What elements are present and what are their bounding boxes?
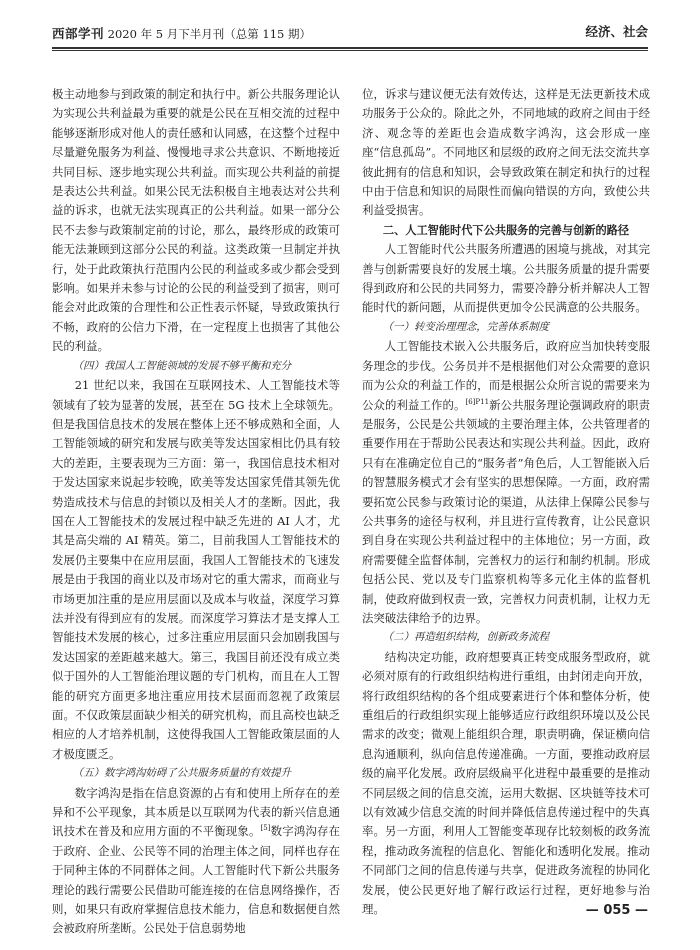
issue-info: 2020 年 5 月下半月刊（总第 115 期） [107, 27, 311, 41]
paragraph-text: 数字鸿沟存在于政府、企业、公民等不同的治理主体之间，同样也存在于同种主体的不同群体之间。人工智能时代下新公共服务理论的践行需要公民借助可能连接的在信息网络操作，否则，如果只有政府掌握信息技术能力，信息和数据便自然会被政府所垄断。公民处于信息弱势地 [52, 824, 340, 936]
paragraph: 结构决定功能，政府想要真正转变成服务型政府，就必须对原有的行政组织结构进行重组，由封闭走向开放，将行政组织结构的各个组成要素进行个体和整体分析，使重组后的行政组织实现上能够适应行政组织环境以及公民需求的改变；微观上能组织合理，职责明确，保证横向信息沟通顺利，纵向信息传递准确。一方面，要推动政府层级的扁平化发展。政府层级扁平化进程中最重要的是推动不同层级之间的信息交流，运用大数据、区块链等技术可以有效减少信息交流的时间并降低信息传递过程中的失真率。另一方面，利用人工智能变革现存比较刻板的政务流程，推动政务流程的信息化、智能化和透明化发展。推动不同部门之间的信息传递与共享，促进政务流程的协同化发展，使公民更好地了解行政运行过程，更好地参与治理。 [362, 649, 650, 917]
paragraph: 21 世纪以来，我国在互联网技术、人工智能技术等领域有了较为显著的发展，甚至在 5G 技术上全球领先。但是我国信息技术的发展在整体上还不够成熟和全面，人工智能领域的研究和发展与欧美等发达国家相比仍具有较大的差距，主要表现为三方面：第一，我国信息技术相对于发达国家来说起步较晚，欧美等发达国家凭借其领先优势造成技术与信息的封锁以及相关人才的垄断。因此，我国在人工智能技术的发展过程中缺乏先进的 AI 人才，尤其是高尖端的 AI 精英。第二，目前我国人工智能技术的发展仍主要集中在应用层面，我国人工智能技术的飞速发展是由于我国的商业以及市场对它的重大需求，而商业与市场更加注重的是应用层面以及成本与收益，深度学习算法并没有得到应有的发展。而深度学习算法才是支撑人工智能技术发展的核心，过多注重应用层面只会加剧我国与发达国家的差距越来越大。第三，我国目前还没有成立类似于国外的人工智能治理议题的专门机构，而且在人工智能的研究方面更多地注重应用技术层面而忽视了政策层面。不仅政策层面缺少相关的研究机构，而且高校也缺乏相应的人才培养机制，这使得我国人工智能政策层面的人才极度匮乏。 [52, 378, 340, 761]
paragraph-text: 新公共服务理论强调政府的职责是服务，公民是公共领域的主要治理主体，公共管理者的重要作用在于帮助公民表达和实现公共利益。因此，政府只有在准确定位自己的“服务者”角色后，人工智能嵌入后的智慧服务模式才会有坚实的思想保障。一方面，政府需要拓宽公民参与政策讨论的渠道，从法律上保障公民参与公共事务的途径与权利，并且进行宣传教育，让公民意识到自身在实现公共利益过程中的主体地位；另一方面，政府需要健全监督体制，完善权力的运行和制约机制。形成包括公民、党以及专门监察机构等多元化主体的监督机制，使政府做到权责一致，完善权力问责机制，让权力无法突破法律给予的边界。 [362, 397, 650, 625]
section-heading: 二、人工智能时代下公共服务的完善与创新的路径 [382, 223, 630, 237]
citation-ref: [6]P11 [465, 397, 490, 406]
citation-ref: [5] [260, 824, 271, 833]
paragraph [52, 784, 340, 939]
paragraph-text: 人工智能技术嵌入公共服务后，政府应当加快转变服务理念的步伐。公务员并不是根据他们对公众需要的意识而为公众的利益工作的，而是根据公众所言说的需要来为公众的利益工作的。 [362, 339, 650, 412]
subheading: （四）我国人工智能领域的发展不够平衡和充分 [72, 359, 291, 372]
left-column [52, 85, 340, 936]
paragraph [362, 337, 650, 628]
journal-title [52, 24, 311, 42]
subheading: （五）数字鸿沟妨碍了公共服务质量的有效提升 [72, 767, 291, 780]
paragraph: 极主动地参与到政策的制定和执行中。新公共服务理论认为实现公共利益最为重要的就是公民在互相交流的过程中能够逐渐形成对他人的责任感和认同感，在这整个过程中尽量避免服务为利益、慢慢地寻求公共意识、不断地接近共同目标、逐步地实现公共利益。而实现公共利益的前提是表达公共利益。如果公民无法积极自主地表达对公共利益的诉求，也就无法实现真正的公共利益。如果一部分公民不去参与政策制定前的讨论，那么，最终形成的政策可能无法兼顾到这部分公民的利益。这类政策一旦制定并执行，处于此政策执行范围内公民的利益或多或少都会受到影响。如果并未参与讨论的公民的利益受到了损害，则可能会对此政策的合理性和公正性表示怀疑，导致政策执行不畅，政府的公信力下滑，在一定程度上也损害了其他公民的利益。 [52, 87, 340, 354]
header-rule-thick [52, 47, 648, 49]
header-rule-thin [52, 50, 648, 51]
page-header [52, 22, 648, 48]
subheading: （二）再造组织结构，创新政务流程 [382, 631, 550, 644]
page-number: — 055 — [585, 903, 648, 918]
section-label: 经济、社会 [585, 24, 648, 39]
paragraph-text: 数字鸿沟是指在信息资源的占有和使用上所存在的差异和不公平现象，其本质是以互联网为代表的新兴信息通讯技术在普及和应用方面的不平衡现象。 [52, 785, 340, 839]
subheading: （一）转变治理理念，完善体系制度 [382, 320, 550, 333]
paragraph: 人工智能时代公共服务所遭遇的困境与挑战，对其完善与创新需要良好的发展土壤。公共服务质量的提升需要得到政府和公民的共同努力，需要冷静分析并解决人工智能时代的新问题，从而提供更加令公民满意的公共服务。 [362, 242, 650, 315]
paragraph: 位，诉求与建议便无法有效传达，这样是无法更新技术成功服务于公众的。除此之外，不同地域的政府之间由于经济、观念等的差距也会造成数字鸿沟，这会形成一座座“信息孤岛”。不同地区和层级的政府之间无法交流共享彼此拥有的信息和知识，会导致政策在制定和执行的过程中由于信息和知识的局限性而偏向错误的方向，致使公共利益受损害。 [362, 87, 650, 218]
journal-logo: 西部学刊 [52, 26, 105, 41]
